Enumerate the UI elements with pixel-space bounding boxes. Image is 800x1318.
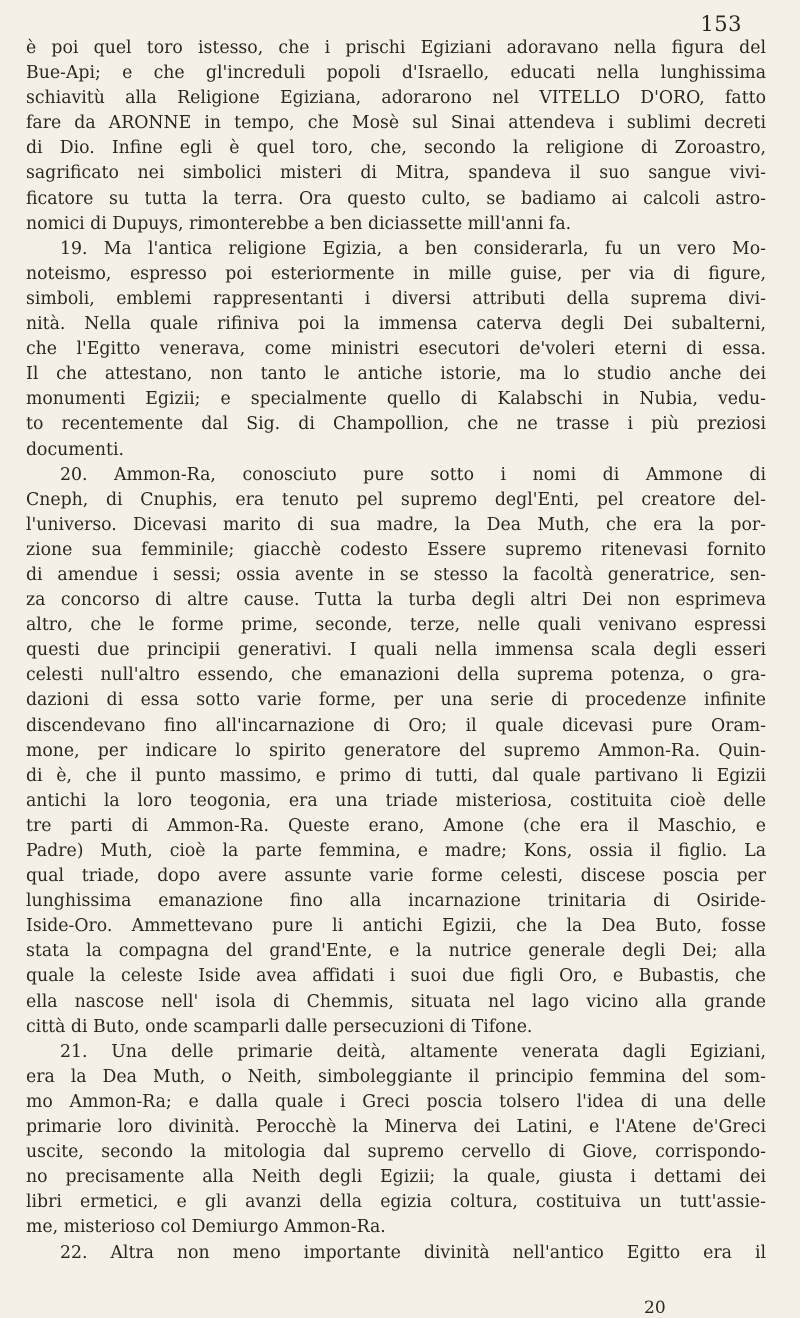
- text-line: Il che attestano, non tanto le antiche istorie, ma lo studio anche dei: [26, 364, 766, 385]
- text-line: di amendue i sessi; ossia avente in se stesso la facoltà generatrice, sen-: [26, 564, 766, 585]
- text-line: Iside-Oro. Ammettevano pure li antichi Egizii, che la Dea Buto, fosse: [26, 916, 766, 937]
- text-line: questi due principii generativi. I quali nella immensa scala degli esseri: [26, 640, 766, 661]
- text-line: monumenti Egizii; e specialmente quello di Kalabschi in Nubia, vedu-: [26, 389, 766, 410]
- text-line: ficatore su tutta la terra. Ora questo culto, se badiamo ai calcoli astro-: [26, 188, 766, 209]
- text-line: no precisamente alla Neith degli Egizii; la quale, giusta i dettami dei: [26, 1167, 766, 1188]
- text-line: l'universo. Dicevasi marito di sua madre, la Dea Muth, che era la por-: [26, 514, 766, 535]
- text-line: qual triade, dopo avere assunte varie forme celesti, discese poscia per: [26, 866, 766, 887]
- text-line: zione sua femminile; giacchè codesto Essere supremo ritenevasi fornito: [26, 539, 766, 560]
- text-line: quale la celeste Iside avea affidati i suoi due figli Oro, e Bubastis, che: [26, 966, 766, 987]
- text-line: nità. Nella quale rifiniva poi la immensa caterva degli Dei subalterni,: [26, 314, 766, 335]
- text-line: Padre) Muth, cioè la parte femmina, e madre; Kons, ossia il figlio. La: [26, 841, 766, 861]
- text-line: uscite, secondo la mitologia dal supremo cervello di Giove, corrispondo-: [26, 1142, 766, 1163]
- text-line: tre parti di Ammon-Ra. Queste erano, Amone (che era il Maschio, e: [26, 815, 766, 836]
- text-line: ella nascose nell' isola di Chemmis, situata nel lago vicino alla grande: [26, 991, 766, 1012]
- text-line: celesti null'altro essendo, che emanazioni della suprema potenza, o gra-: [26, 665, 766, 686]
- text-line: 22. Altra non meno importante divinità nell'antico Egitto era il: [60, 1242, 766, 1263]
- text-line: primarie loro divinità. Perocchè la Minerva dei Latini, e l'Atene de'Greci: [26, 1117, 766, 1138]
- text-line: nomici di Dupuys, rimonterebbe a ben diciassette mill'anni fa.: [26, 213, 572, 234]
- text-line: città di Buto, onde scamparli dalle persecuzioni di Tifone.: [26, 1016, 533, 1037]
- text-line: altro, che le forme prime, seconde, terze, nelle quali venivano espressi: [26, 615, 766, 636]
- text-line: fare da ARONNE in tempo, che Mosè sul Sinai attendeva i sublimi decreti: [26, 113, 766, 134]
- text-line: 20. Ammon-Ra, conosciuto pure sotto i nomi di Ammone di: [60, 464, 766, 485]
- text-line: lunghissima emanazione fino alla incarnazione trinitaria di Osiride-: [26, 891, 766, 912]
- text-line: discendevano fino all'incarnazione di Oro; il quale dicevasi pure Oram-: [26, 715, 766, 736]
- text-line: era la Dea Muth, o Neith, simboleggiante il principio femmina del som-: [26, 1066, 766, 1087]
- text-line: simboli, emblemi rappresentanti i diversi attributi della suprema divi-: [26, 288, 766, 309]
- text-line: che l'Egitto venerava, come ministri esecutori de'voleri eterni di essa.: [26, 339, 766, 360]
- text-line: è poi quel toro istesso, che i prischi Egiziani adoravano nella figura del: [26, 38, 766, 58]
- text-line: antichi la loro teogonia, era una triade misteriosa, costituita cioè delle: [26, 790, 766, 811]
- text-line: di è, che il punto massimo, e primo di tutti, dal quale partivano li Egizii: [26, 765, 766, 786]
- text-line: 19. Ma l'antica religione Egizia, a ben considerarla, fu un vero Mo-: [60, 238, 766, 259]
- text-line: 21. Una delle primarie deità, altamente venerata dagli Egiziani,: [60, 1041, 766, 1062]
- body-text: [26, 36, 766, 1266]
- text-line: Cneph, di Cnuphis, era tenuto pel supremo degl'Enti, pel creatore del-: [26, 489, 766, 510]
- text-line: dazioni di essa sotto varie forme, per una serie di procedenze infinite: [26, 690, 766, 711]
- text-line: stata la compagna del grand'Ente, e la nutrice generale degli Dei; alla: [26, 941, 766, 962]
- text-line: to recentemente dal Sig. di Champollion, che ne trasse i più preziosi: [26, 414, 766, 435]
- text-line: di Dio. Infine egli è quel toro, che, secondo la religione di Zoroastro,: [26, 138, 766, 159]
- page-number: 153: [700, 12, 742, 36]
- text-line: Bue-Api; e che gl'increduli popoli d'Israello, educati nella lunghissima: [26, 63, 766, 84]
- text-line: mone, per indicare lo spirito generatore del supremo Ammon-Ra. Quin-: [26, 740, 766, 761]
- text-line: documenti.: [26, 439, 124, 460]
- text-line: za concorso di altre cause. Tutta la turba degli altri Dei non esprimeva: [26, 590, 766, 611]
- signature-mark: 20: [644, 1298, 666, 1318]
- text-line: schiavitù alla Religione Egiziana, adorarono nel VITELLO D'ORO, fatto: [26, 88, 766, 109]
- text-line: me, misterioso col Demiurgo Ammon-Ra.: [26, 1217, 386, 1238]
- text-line: noteismo, espresso poi esteriormente in mille guise, per via di figure,: [26, 263, 766, 284]
- text-line: mo Ammon-Ra; e dalla quale i Greci poscia tolsero l'idea di una delle: [26, 1091, 766, 1112]
- text-line: sagrificato nei simbolici misteri di Mitra, spandeva il suo sangue vivi-: [26, 163, 766, 184]
- text-line: libri ermetici, e gli avanzi della egizia coltura, costituiva un tutt'assie-: [26, 1192, 766, 1213]
